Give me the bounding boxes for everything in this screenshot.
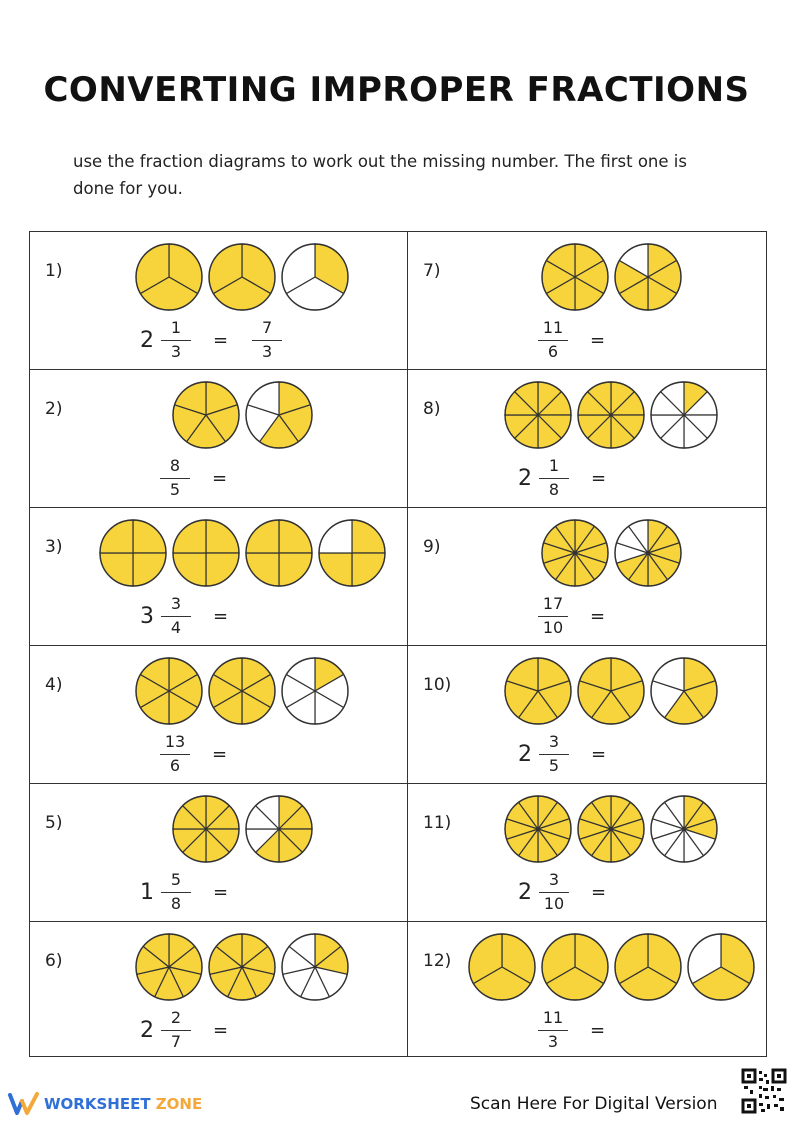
fraction-equation <box>518 728 670 780</box>
fraction-bar <box>161 1030 191 1031</box>
answer-blank[interactable] <box>630 456 670 500</box>
fraction-circle <box>649 380 719 450</box>
fraction-equation <box>140 1004 292 1056</box>
denominator: 10 <box>543 894 565 913</box>
answer-blank[interactable] <box>630 870 670 914</box>
question-number: 12) <box>423 951 452 971</box>
fraction-bar <box>161 892 191 893</box>
fraction-bar <box>538 1030 568 1031</box>
denominator: 8 <box>548 480 560 499</box>
fraction-circle <box>540 518 610 588</box>
fraction-circle <box>98 518 168 588</box>
fraction-circle <box>613 242 683 312</box>
fraction-equation <box>140 590 292 642</box>
answer-blank[interactable] <box>251 456 291 500</box>
improper-fraction <box>538 1008 568 1052</box>
fraction-circle <box>244 518 314 588</box>
fraction-circle <box>134 656 204 726</box>
fraction-circle <box>134 242 204 312</box>
problem-cell <box>30 784 408 922</box>
fraction-circle <box>613 518 683 588</box>
fraction-circle <box>503 794 573 864</box>
fraction-diagram <box>503 656 719 726</box>
fraction-circle <box>280 656 350 726</box>
fraction-circle <box>467 932 537 1002</box>
answer-blank[interactable] <box>629 318 669 362</box>
fraction-circle <box>503 656 573 726</box>
brand-name-accent: ZONE <box>155 1095 203 1113</box>
denominator: 4 <box>170 618 182 637</box>
numerator: 8 <box>169 456 181 475</box>
numerator: 2 <box>170 1008 182 1027</box>
fraction-diagram <box>171 380 314 450</box>
fraction-circle <box>244 380 314 450</box>
problem-cell <box>408 922 766 1056</box>
numerator: 3 <box>548 870 560 889</box>
fraction-equation <box>140 314 282 366</box>
denominator: 5 <box>169 480 181 499</box>
fraction-equation <box>518 866 670 918</box>
fraction-circle <box>171 794 241 864</box>
question-number: 3) <box>45 537 63 557</box>
fraction-circle <box>280 242 350 312</box>
question-number: 4) <box>45 675 63 695</box>
denominator: 7 <box>170 1032 182 1051</box>
fraction-diagram <box>503 794 719 864</box>
question-number: 5) <box>45 813 63 833</box>
fraction-circle <box>576 656 646 726</box>
equals-sign: = <box>591 467 607 489</box>
fraction-circle <box>317 518 387 588</box>
answer-blank[interactable] <box>252 870 292 914</box>
question-number: 10) <box>423 675 452 695</box>
answer-blank[interactable] <box>629 594 669 638</box>
whole-number: 2 <box>140 327 154 353</box>
equals-sign: = <box>213 329 229 351</box>
fraction-diagram <box>467 932 756 1002</box>
answer-blank[interactable] <box>252 594 292 638</box>
equals-sign: = <box>590 1019 606 1041</box>
denominator: 3 <box>262 342 273 361</box>
question-number: 8) <box>423 399 441 419</box>
numerator: 7 <box>262 318 273 337</box>
numerator: 1 <box>170 318 182 337</box>
fraction-equation <box>538 314 669 366</box>
numerator: 5 <box>170 870 182 889</box>
fraction-diagram <box>503 380 719 450</box>
question-number: 7) <box>423 261 441 281</box>
fraction-diagram <box>540 518 683 588</box>
fraction-equation <box>140 866 292 918</box>
equals-sign: = <box>213 881 229 903</box>
fraction-equation <box>160 728 291 780</box>
mixed-number-fraction <box>161 594 191 638</box>
fraction-circle <box>280 932 350 1002</box>
whole-number: 2 <box>518 879 532 905</box>
mixed-number-fraction <box>161 318 191 362</box>
whole-number: 1 <box>140 879 154 905</box>
instructions-text: use the fraction diagrams to work out the missing number. The first one is done for you. <box>73 152 687 198</box>
answer-blank[interactable] <box>252 1008 292 1052</box>
question-number: 2) <box>45 399 63 419</box>
fraction-diagram <box>134 656 350 726</box>
equals-sign: = <box>590 605 606 627</box>
improper-fraction <box>160 732 190 776</box>
equals-sign: = <box>213 605 229 627</box>
denominator: 3 <box>547 1032 559 1051</box>
answer-fraction <box>252 318 282 362</box>
fraction-diagram <box>134 242 350 312</box>
numerator: 3 <box>170 594 182 613</box>
problem-cell <box>408 232 766 370</box>
problem-cell <box>30 232 408 370</box>
fraction-diagram <box>98 518 387 588</box>
scan-caption: Scan Here For Digital Version <box>470 1094 718 1114</box>
improper-fraction <box>538 318 568 362</box>
fraction-equation <box>538 1004 669 1056</box>
equals-sign: = <box>212 743 228 765</box>
question-number: 1) <box>45 261 63 281</box>
mixed-number-fraction <box>161 870 191 914</box>
numerator: 1 <box>548 456 560 475</box>
numerator: 3 <box>548 732 560 751</box>
fraction-circle <box>613 932 683 1002</box>
problem-cell <box>30 508 408 646</box>
fraction-bar <box>161 340 191 341</box>
equals-sign: = <box>591 881 607 903</box>
fraction-circle <box>207 932 277 1002</box>
fraction-bar <box>160 478 190 479</box>
numerator: 11 <box>542 1008 564 1027</box>
fraction-bar <box>538 616 568 617</box>
equals-sign: = <box>213 1019 229 1041</box>
denominator: 10 <box>542 618 564 637</box>
problem-cell <box>408 784 766 922</box>
fraction-circle <box>649 794 719 864</box>
problem-grid <box>29 231 767 1057</box>
mixed-number-fraction <box>539 732 569 776</box>
worksheet-zone-logo-icon <box>8 1091 40 1117</box>
whole-number: 2 <box>518 741 532 767</box>
fraction-circle <box>171 518 241 588</box>
question-number: 11) <box>423 813 452 833</box>
problem-cell <box>408 370 766 508</box>
answer-blank[interactable] <box>630 732 670 776</box>
fraction-bar <box>161 616 191 617</box>
fraction-bar <box>160 754 190 755</box>
question-number: 9) <box>423 537 441 557</box>
improper-fraction <box>160 456 190 500</box>
brand-logo[interactable] <box>8 1091 202 1117</box>
mixed-number-fraction <box>539 870 569 914</box>
problem-cell <box>408 646 766 784</box>
equals-sign: = <box>212 467 228 489</box>
problem-cell <box>408 508 766 646</box>
fraction-diagram <box>134 932 350 1002</box>
whole-number: 2 <box>140 1017 154 1043</box>
fraction-circle <box>171 380 241 450</box>
problem-cell <box>30 922 408 1056</box>
brand-name-main: WORKSHEET <box>44 1095 151 1113</box>
fraction-circle <box>686 932 756 1002</box>
fraction-bar <box>539 478 569 479</box>
fraction-bar <box>539 892 569 893</box>
answer-blank[interactable] <box>629 1008 669 1052</box>
whole-number: 2 <box>518 465 532 491</box>
fraction-equation <box>518 452 670 504</box>
numerator: 11 <box>542 318 564 337</box>
answer-blank[interactable] <box>251 732 291 776</box>
fraction-circle <box>649 656 719 726</box>
fraction-circle <box>207 656 277 726</box>
page-title: CONVERTING IMPROPER FRACTIONS <box>43 70 750 110</box>
fraction-circle <box>576 794 646 864</box>
fraction-bar <box>252 340 282 341</box>
fraction-circle <box>503 380 573 450</box>
mixed-number-fraction <box>539 456 569 500</box>
denominator: 8 <box>170 894 182 913</box>
fraction-equation <box>538 590 669 642</box>
fraction-diagram <box>171 794 314 864</box>
fraction-diagram <box>540 242 683 312</box>
qr-code-icon[interactable] <box>741 1068 787 1114</box>
fraction-circle <box>244 794 314 864</box>
denominator: 5 <box>548 756 560 775</box>
fraction-bar <box>538 340 568 341</box>
fraction-circle <box>207 242 277 312</box>
problem-cell <box>30 370 408 508</box>
fraction-circle <box>134 932 204 1002</box>
question-number: 6) <box>45 951 63 971</box>
numerator: 13 <box>164 732 186 751</box>
fraction-bar <box>539 754 569 755</box>
fraction-circle <box>540 932 610 1002</box>
numerator: 17 <box>542 594 564 613</box>
fraction-circle <box>576 380 646 450</box>
problem-cell <box>30 646 408 784</box>
denominator: 3 <box>170 342 182 361</box>
denominator: 6 <box>547 342 559 361</box>
improper-fraction <box>538 594 568 638</box>
denominator: 6 <box>169 756 181 775</box>
fraction-circle <box>540 242 610 312</box>
mixed-number-fraction <box>161 1008 191 1052</box>
fraction-equation <box>160 452 291 504</box>
equals-sign: = <box>590 329 606 351</box>
equals-sign: = <box>591 743 607 765</box>
whole-number: 3 <box>140 603 154 629</box>
